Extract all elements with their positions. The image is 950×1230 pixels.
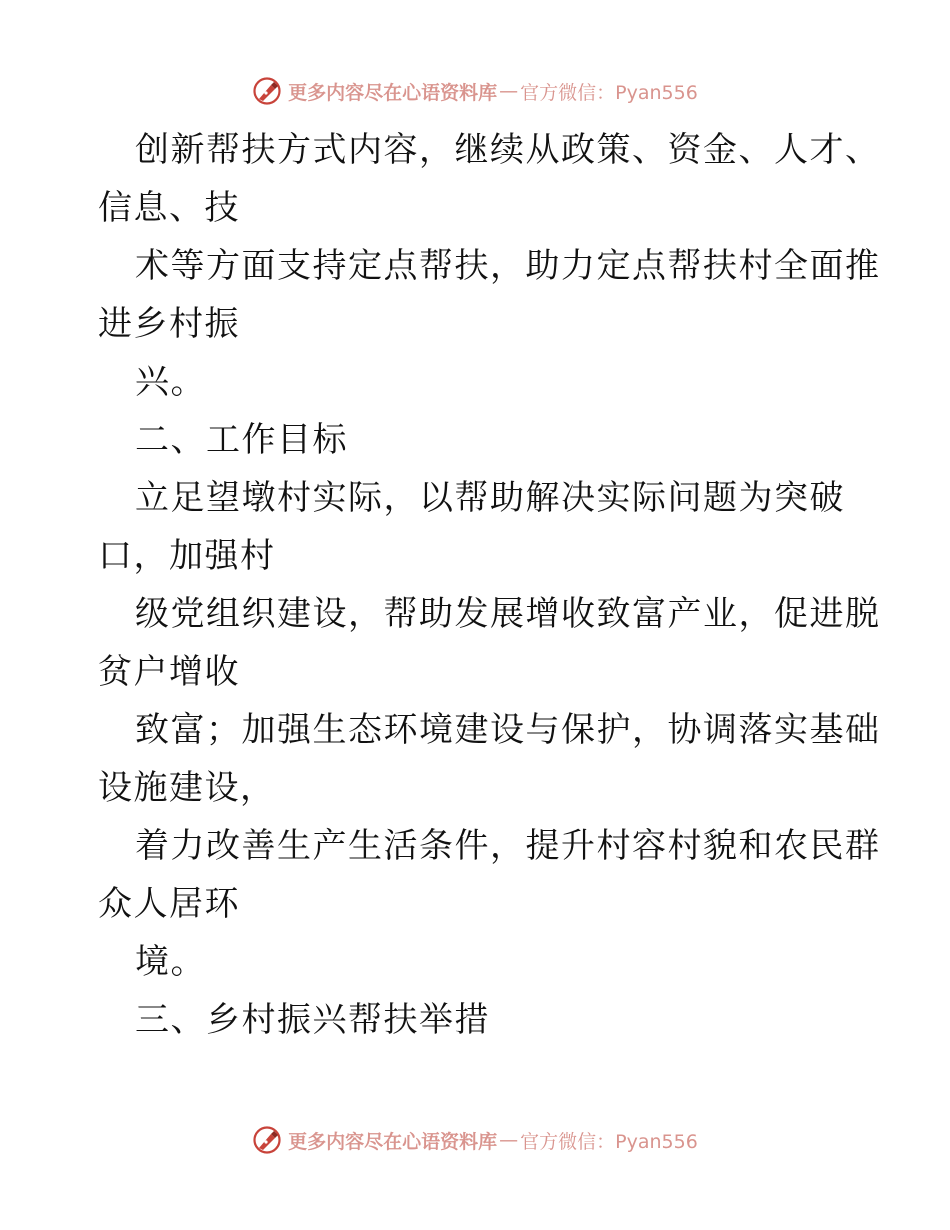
watermark-brand: 更多内容尽在心语资料库 [288,81,498,104]
text-line: 口，加强村 [98,536,276,576]
watermark-wechat: 官方微信：Pyan556 [520,81,698,104]
text-line: 术等方面支持定点帮扶，助力定点帮扶村全面推 [135,246,881,286]
watermark-brand: 更多内容尽在心语资料库 [288,1130,498,1153]
text-line: 级党组织建设，帮助发展增收致富产业，促进脱 [135,594,881,634]
document-body [98,121,881,1049]
text-line: 创新帮扶方式内容，继续从政策、资金、人才、 [135,130,881,170]
section-heading: 三、乡村振兴帮扶举措 [135,1000,490,1040]
text-line: 进乡村振 [98,304,240,344]
section-heading: 二、工作目标 [135,420,348,460]
watermark-separator: — [499,80,519,102]
footer-watermark [0,1120,950,1160]
text-line: 致富；加强生态环境建设与保护，协调落实基础 [135,710,881,750]
pen-nib-logo-icon [252,76,282,106]
header-watermark [0,71,950,111]
pen-nib-logo-icon [252,1125,282,1155]
text-line: 信息、技 [98,188,240,228]
text-line: 立足望墩村实际，以帮助解决实际问题为突破 [135,478,845,518]
text-line: 贫户增收 [98,652,240,692]
text-line: 兴。 [135,362,206,402]
text-line: 众人居环 [98,884,240,924]
text-line: 着力改善生产生活条件，提升村容村貌和农民群 [135,826,881,866]
text-line: 设施建设， [98,768,276,808]
text-line: 境。 [135,942,206,982]
watermark-separator: — [499,1129,519,1151]
watermark-wechat: 官方微信：Pyan556 [520,1130,698,1153]
